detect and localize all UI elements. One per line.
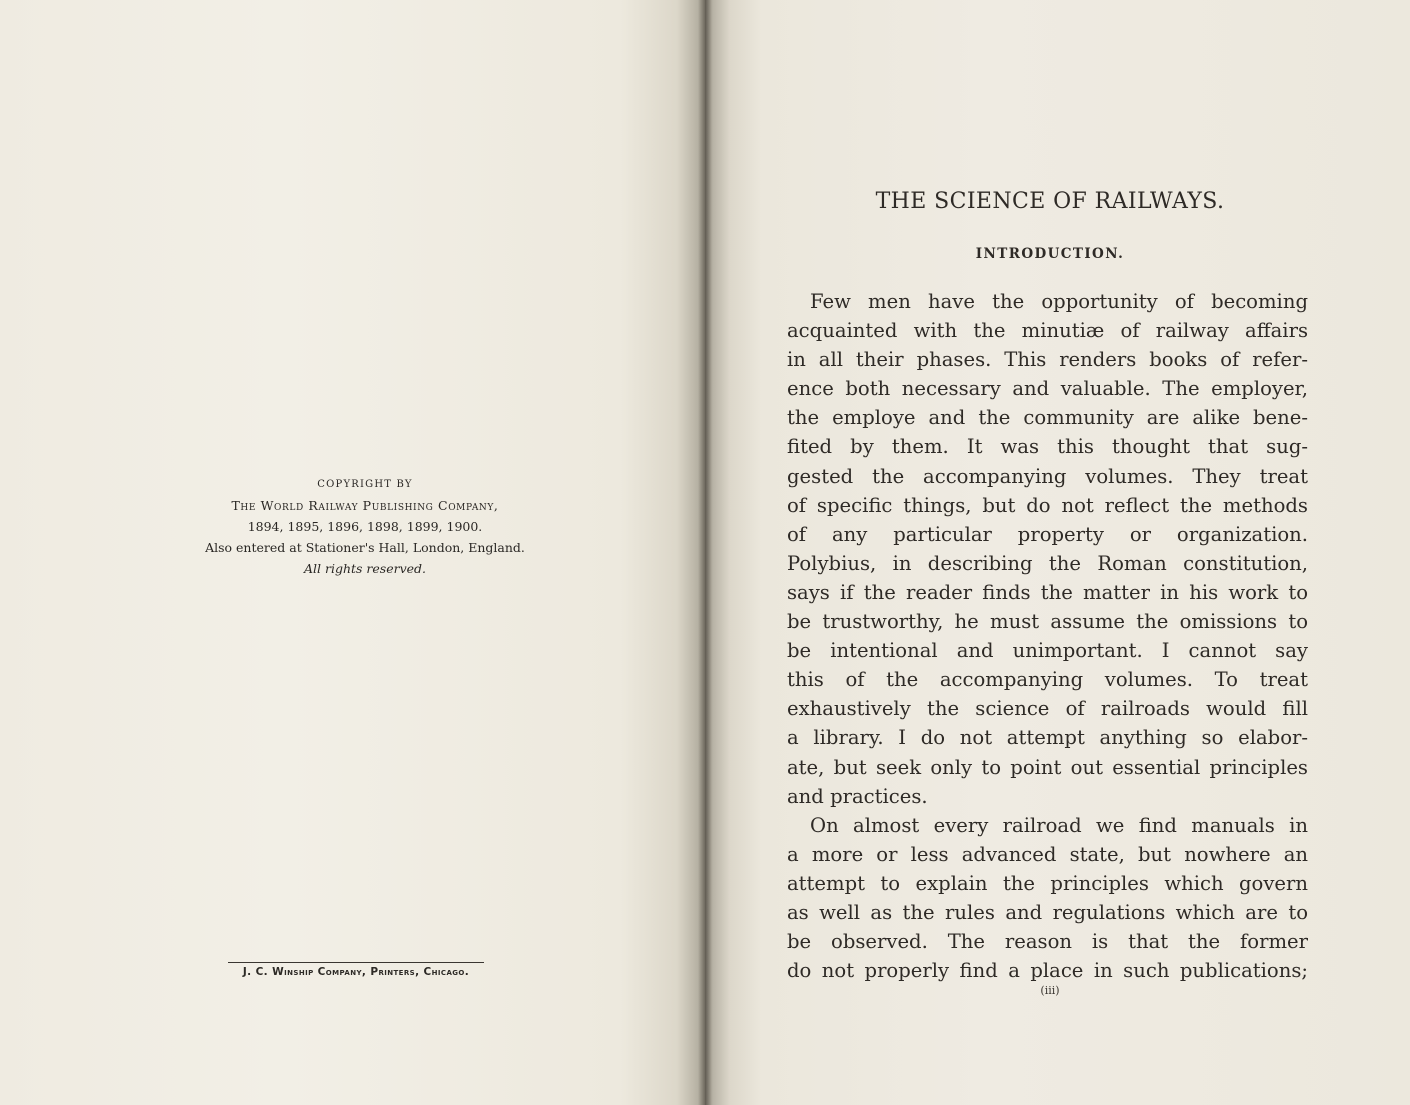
text-line: ence both necessary and valuable. The employer, xyxy=(787,377,1308,401)
text-line: On almost every railroad we find manuals in xyxy=(810,813,1308,837)
text-line: acquainted with the minutiæ of railway affairs xyxy=(787,319,1308,343)
copyright-heading: COPYRIGHT BY xyxy=(317,479,413,490)
text-line: exhaustively the science of railroads would fill xyxy=(787,697,1308,721)
book-gutter xyxy=(698,0,712,1105)
printer-imprint: J. C. Winship Company, Printers, Chicago. xyxy=(228,962,484,978)
page-number: (iii) xyxy=(1040,984,1060,997)
text-line: gested the accompanying volumes. They treat xyxy=(787,464,1308,488)
text-line: do not properly find a place in such publications; xyxy=(787,959,1308,983)
text-line: as well as the rules and regulations which are to xyxy=(787,900,1308,924)
text-line: the employe and the community are alike bene- xyxy=(787,406,1308,430)
text-line: Polybius, in describing the Roman constitution, xyxy=(787,551,1308,575)
text-line: and practices. xyxy=(787,784,928,808)
text-line: be trustworthy, he must assume the omissions to xyxy=(787,610,1308,634)
book-title: THE SCIENCE OF RAILWAYS. xyxy=(875,189,1225,214)
copyright-notice xyxy=(150,474,580,579)
text-line: of specific things, but do not reflect the methods xyxy=(787,493,1308,517)
text-line: a library. I do not attempt anything so elabor- xyxy=(787,726,1308,750)
text-line: says if the reader finds the matter in his work to xyxy=(787,580,1308,604)
copyright-years: 1894, 1895, 1896, 1898, 1899, 1900. xyxy=(247,519,483,534)
section-heading: INTRODUCTION. xyxy=(975,246,1125,262)
text-line: Few men have the opportunity of becoming xyxy=(810,290,1308,313)
rights-reserved: All rights reserved. xyxy=(303,561,427,576)
text-line: of any particular property or organization. xyxy=(787,522,1308,546)
introduction-text xyxy=(787,287,1308,985)
text-line: fited by them. It was this thought that sug- xyxy=(787,435,1308,459)
text-line: a more or less advanced state, but nowhere an xyxy=(787,842,1308,866)
registration-note: Also entered at Stationer's Hall, London, England. xyxy=(205,540,525,555)
publisher-name: The World Railway Publishing Company, xyxy=(231,498,499,513)
text-line: ate, but seek only to point out essential principles xyxy=(787,755,1308,779)
text-line: attempt to explain the principles which govern xyxy=(787,871,1308,895)
text-line: this of the accompanying volumes. To treat xyxy=(787,668,1308,692)
text-line: be observed. The reason is that the former xyxy=(787,930,1308,954)
text-line: in all their phases. This renders books of refer- xyxy=(787,348,1308,372)
text-line: be intentional and unimportant. I cannot say xyxy=(787,639,1308,663)
